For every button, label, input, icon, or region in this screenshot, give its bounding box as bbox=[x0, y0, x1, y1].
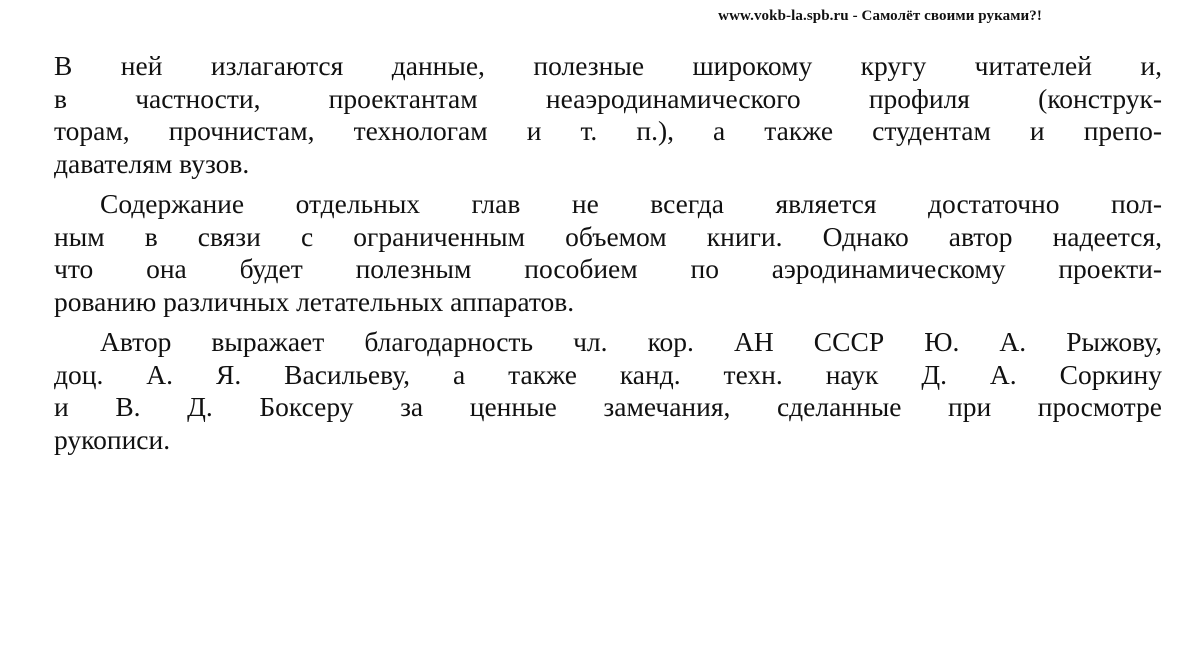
text-line: торам, прочнистам, технологам и т. п.), а также студентам и препо- bbox=[54, 115, 1162, 146]
header-separator: - bbox=[848, 8, 862, 24]
text-line: ным в связи с ограниченным объемом книги. Однако автор надеется, bbox=[54, 220, 1162, 252]
paragraph-1 bbox=[54, 50, 1162, 180]
text-line: рукописи. bbox=[54, 423, 171, 455]
paragraph-3 bbox=[54, 326, 1162, 456]
text-line: в частности, проектантам неаэродинамического профиля (конструк- bbox=[54, 82, 1162, 114]
text-line: и В. Д. Боксеру за ценные замечания, сделанные при просмотре bbox=[54, 391, 1162, 422]
text-line: В ней излагаются данные, полезные широкому кругу читателей и, bbox=[54, 50, 1162, 81]
paragraph-gap bbox=[54, 180, 1162, 188]
page-header bbox=[718, 8, 1042, 25]
paragraph-2 bbox=[54, 188, 1162, 318]
text-line: давателям вузов. bbox=[54, 147, 250, 179]
paragraph-gap bbox=[54, 318, 1162, 326]
text-line: Автор выражает благодарность чл. кор. АН СССР Ю. А. Рыжову, bbox=[100, 326, 1162, 357]
header-site: www.vokb-la.spb.ru bbox=[718, 8, 849, 24]
text-line: доц. А. Я. Васильеву, а также канд. техн. наук Д. А. Соркину bbox=[54, 358, 1162, 390]
header-title: Самолёт своими руками?! bbox=[861, 8, 1042, 24]
text-line: что она будет полезным пособием по аэродинамическому проекти- bbox=[54, 253, 1162, 284]
document-body bbox=[54, 50, 1162, 456]
text-line: Содержание отдельных глав не всегда является достаточно пол- bbox=[100, 188, 1162, 219]
text-line: рованию различных летательных аппаратов. bbox=[54, 285, 575, 317]
